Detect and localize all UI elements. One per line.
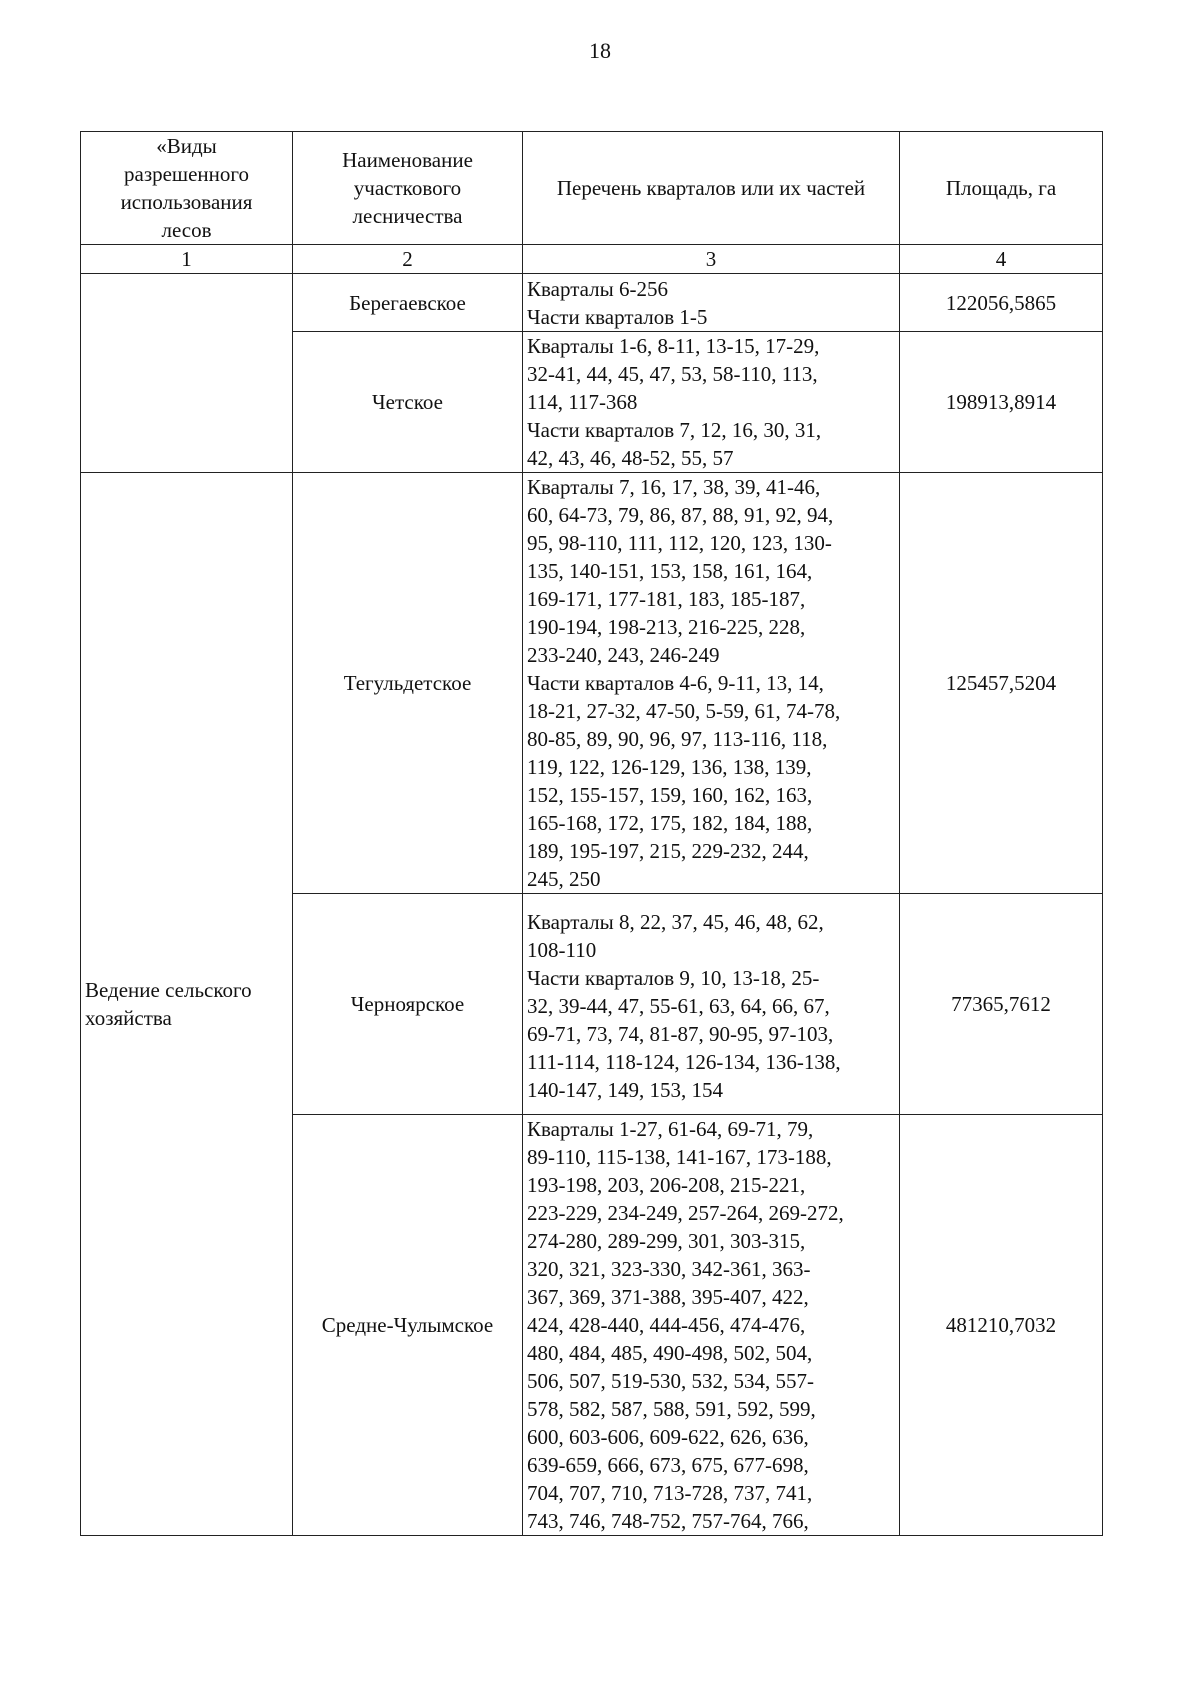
table-row [81,274,1103,332]
header-use-type: «Виды разрешенного использования лесов [81,132,293,245]
use-type-cell: Ведение сельского хозяйства [81,473,293,1536]
quarters-list: Кварталы 1-6, 8-11, 13-15, 17-29, 32-41, 44, 45, 47, 53, 58-110, 113, 114, 117-368 Части кварталов 7, 12, 16, 30, 31, 42, 43, 46, 48-52, 55, 57 [523,332,900,473]
area-value: 125457,5204 [900,473,1103,894]
column-number: 4 [900,245,1103,274]
forestry-name: Берегаевское [293,274,523,332]
forest-use-table [80,131,1103,1536]
header-quarters: Перечень кварталов или их частей [523,132,900,245]
quarters-list: Кварталы 1-27, 61-64, 69-71, 79, 89-110, 115-138, 141-167, 173-188, 193-198, 203, 206-208, 215-221, 223-229, 234-249, 257-264, 269-272, 274-280, 289-299, 301, 303-315, 320, 321, 323-330, 342-361, 363- 367, 369, 371-388, 395-407, 422, 424, 428-440, 444-456, 474-476, 480, 484, 485, 490-498, 502, 504, 506, 507, 519-530, 532, 534, 557- 578, 582, 587, 588, 591, 592, 599, 600, 603-606, 609-622, 626, 636, 639-659, 666, 673, 675, 677-698, 704, 707, 710, 713-728, 737, 741, 743, 746, 748-752, 757-764, 766, [523,1115,900,1536]
area-value: 198913,8914 [900,332,1103,473]
column-number-row [81,245,1103,274]
page-number: 18 [589,38,611,63]
forestry-name: Черноярское [293,894,523,1115]
header-area: Площадь, га [900,132,1103,245]
column-number: 3 [523,245,900,274]
area-value: 77365,7612 [900,894,1103,1115]
quarters-list: Кварталы 8, 22, 37, 45, 46, 48, 62, 108-110 Части кварталов 9, 10, 13-18, 25- 32, 39-44, 47, 55-61, 63, 64, 66, 67, 69-71, 73, 74, 81-87, 90-95, 97-103, 111-114, 118-124, 126-134, 136-138, 140-147, 149, 153, 154 [523,894,900,1115]
table-row [81,473,1103,894]
quarters-list: Кварталы 7, 16, 17, 38, 39, 41-46, 60, 64-73, 79, 86, 87, 88, 91, 92, 94, 95, 98-110, 111, 112, 120, 123, 130- 135, 140-151, 153, 158, 161, 164, 169-171, 177-181, 183, 185-187, 190-194, 198-213, 216-225, 228, 233-240, 243, 246-249 Части кварталов 4-6, 9-11, 13, 14, 18-21, 27-32, 47-50, 5-59, 61, 74-78, 80-85, 89, 90, 96, 97, 113-116, 118, 119, 122, 126-129, 136, 138, 139, 152, 155-157, 159, 160, 162, 163, 165-168, 172, 175, 182, 184, 188, 189, 195-197, 215, 229-232, 244, 245, 250 [523,473,900,894]
area-value: 122056,5865 [900,274,1103,332]
forestry-name: Четское [293,332,523,473]
use-type-cell [81,274,293,473]
forestry-name: Тегульдетское [293,473,523,894]
area-value: 481210,7032 [900,1115,1103,1536]
column-number: 1 [81,245,293,274]
header-forestry: Наименование участкового лесничества [293,132,523,245]
forestry-name: Средне-Чулымское [293,1115,523,1536]
quarters-list: Кварталы 6-256 Части кварталов 1-5 [523,274,900,332]
column-number: 2 [293,245,523,274]
table-header-row [81,132,1103,245]
